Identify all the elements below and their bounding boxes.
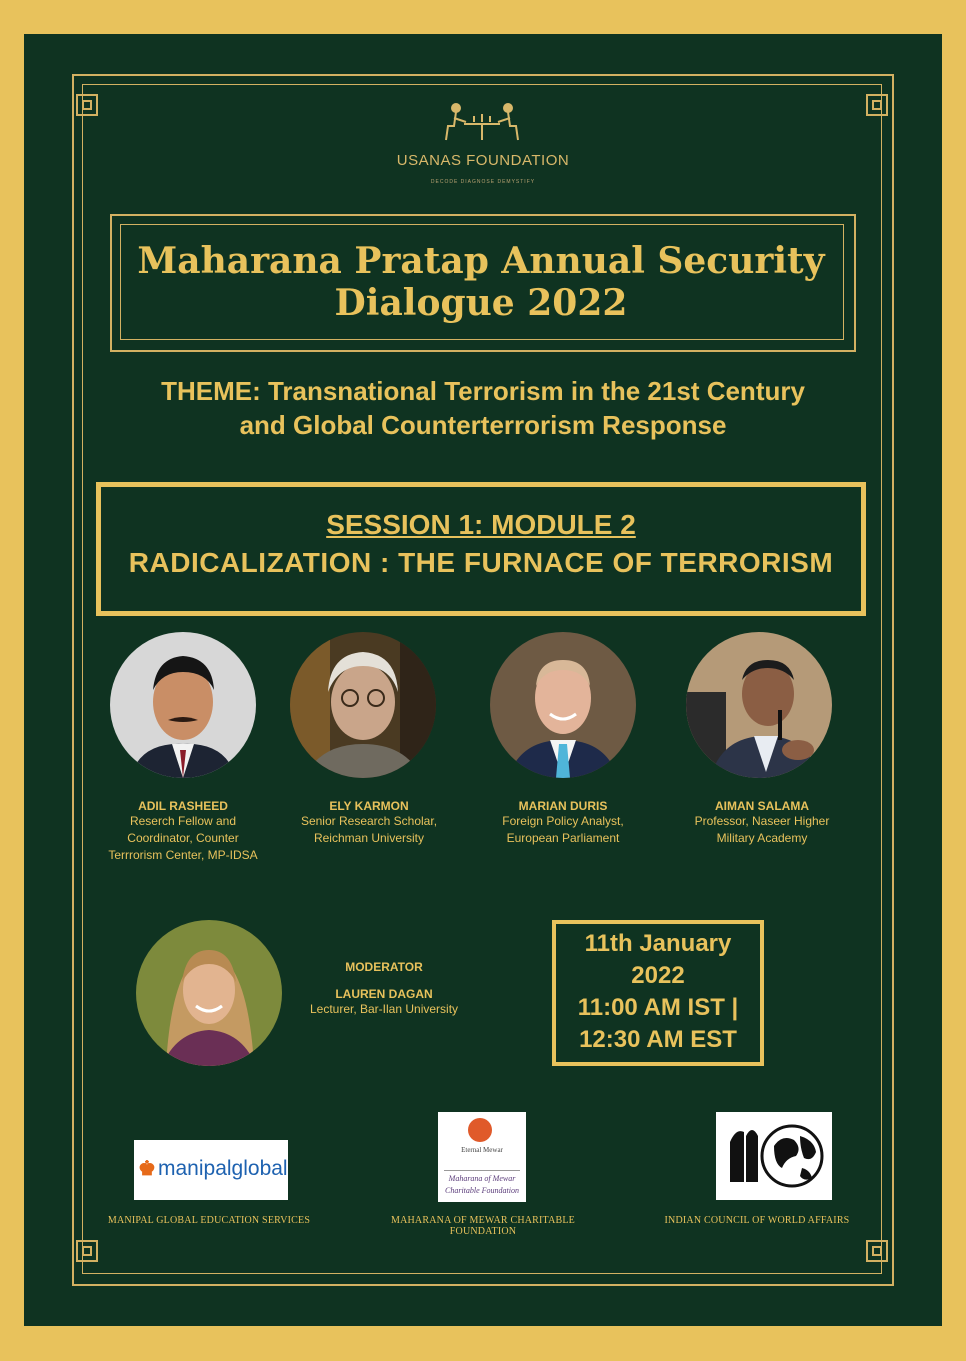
theme-line2: and Global Counterterrorism Response [239,410,727,440]
speaker-card [269,799,469,847]
event-theme [24,374,942,442]
speaker-role-line: Reichman University [313,831,425,845]
mewar-logo-text: Maharana of Mewar [448,1174,516,1183]
event-title-line2: Dialogue 2022 [334,282,628,324]
speaker-photo-adil-rasheed [110,632,256,778]
date-line: 11th January [584,930,732,957]
manipal-global-logo [134,1140,288,1200]
speaker-photo-ely-karmon [290,632,436,778]
organization-name: USANAS FOUNDATION [396,152,570,169]
moderator-role: Lecturer, Bar-Ilan University [309,1002,459,1016]
event-date [556,928,760,1056]
speaker-card [83,799,283,864]
speaker-role-line: Terrrorism Center, MP-IDSA [108,848,258,862]
mewar-emblem-icon [468,1118,492,1142]
mewar-logo-text: Charitable Foundation [445,1186,519,1195]
schedule-box [552,920,764,1066]
speaker-role-line: Professor, Naseer Higher [694,814,830,828]
speaker-role-line: Coordinator, Counter [127,831,239,845]
icwa-globe-icon [716,1112,832,1200]
divider [444,1170,520,1171]
event-title-line1: Maharana Pratap Annual Security [137,240,825,282]
theme-line1: THEME: Transnational Terrorism in the 21st Century [161,376,805,406]
time-line: 12:30 AM EST [579,1026,737,1053]
usanas-logo-icon [442,100,522,146]
speaker-card [463,799,663,847]
speaker-name: MARIAN DURIS [518,799,608,813]
moderator-name: LAUREN DAGAN [335,987,433,1001]
event-poster [24,34,942,1326]
speaker-card [662,799,862,847]
corner-ornament-icon [866,94,888,116]
speaker-role-line: Senior Research Scholar, [300,814,438,828]
sponsor-label-line: FOUNDATION [449,1226,517,1237]
corner-ornament-icon [76,1240,98,1262]
corner-ornament-icon [866,1240,888,1262]
speaker-name: ADIL RASHEED [138,799,228,813]
speaker-photo-aiman-salama [686,632,832,778]
session-title: RADICALIZATION : THE FURNACE OF TERRORISM [128,547,834,578]
event-title [110,240,852,324]
speaker-photo-marian-duris [490,632,636,778]
manipal-icon: ♚ [138,1158,156,1180]
speaker-role-line: European Parliament [506,831,620,845]
moderator-card [284,960,484,1018]
session-heading: SESSION 1: MODULE 2 [326,509,636,540]
manipal-logo-text: manipalglobal [158,1157,288,1180]
speaker-name: AIMAN SALAMA [715,799,809,813]
corner-ornament-icon [76,94,98,116]
time-line: 11:00 AM IST | [577,994,739,1021]
session-box [96,482,866,616]
speaker-role-line: Foreign Policy Analyst, [502,814,624,828]
sponsor-label: MANIPAL GLOBAL EDUCATION SERVICES [107,1215,311,1226]
icwa-logo [716,1112,832,1200]
eternal-mewar-logo [438,1112,526,1202]
organization-tagline: DECODE DIAGNOSE DEMYSTIFY [430,179,536,185]
speaker-name: ELY KARMON [329,799,409,813]
mewar-logo-text: Eternal Mewar [461,1146,503,1154]
sponsor-label-line: MAHARANA OF MEWAR CHARITABLE [391,1215,575,1226]
moderator-label: MODERATOR [345,960,423,974]
moderator-photo-lauren-dagan [136,920,282,1066]
sponsor-label [358,1215,608,1237]
speaker-role-line: Military Academy [716,831,808,845]
date-line: 2022 [631,962,685,989]
speaker-role-line: Reserch Fellow and [129,814,237,828]
sponsor-label: INDIAN COUNCIL OF WORLD AFFAIRS [664,1215,850,1226]
